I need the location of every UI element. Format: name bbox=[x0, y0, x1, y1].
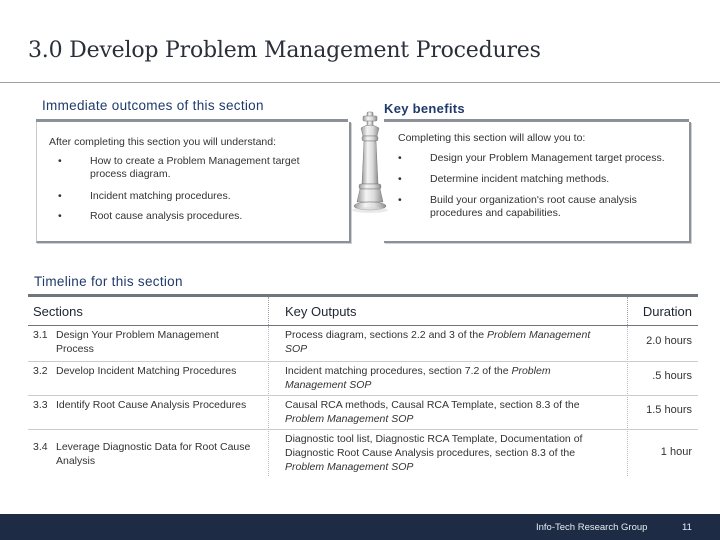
list-item: • Determine incident matching methods. bbox=[398, 173, 610, 185]
benefits-heading: Key benefits bbox=[384, 101, 465, 116]
header-divider bbox=[28, 325, 698, 326]
list-item: • How to create a Problem Management target process diagram. bbox=[58, 155, 300, 180]
duration-cell: 2.0 hours bbox=[646, 335, 692, 347]
outputs-cell: Process diagram, sections 2.2 and 3 of the Problem Management SOP bbox=[285, 329, 591, 355]
table-header bbox=[28, 297, 698, 325]
list-item: • Incident matching procedures. bbox=[58, 190, 231, 202]
column-header-outputs: Key Outputs bbox=[285, 304, 357, 319]
duration-cell: .5 hours bbox=[652, 370, 692, 382]
list-item: • Build your organization's root cause analysis procedures and capabilities. bbox=[398, 194, 637, 219]
benefits-intro: Completing this section will allow you to: bbox=[398, 132, 586, 144]
section-cell: 3.4 Leverage Diagnostic Data for Root Cause Analysis bbox=[33, 441, 251, 467]
section-cell: 3.2 Develop Incident Matching Procedures bbox=[33, 365, 237, 377]
row-divider bbox=[28, 429, 698, 430]
row-divider bbox=[28, 395, 698, 396]
duration-cell: 1.5 hours bbox=[646, 404, 692, 416]
section-cell: 3.3 Identify Root Cause Analysis Procedures bbox=[33, 399, 247, 411]
list-item: • Root cause analysis procedures. bbox=[58, 210, 243, 222]
outcomes-list bbox=[55, 155, 325, 231]
column-header-duration: Duration bbox=[642, 304, 692, 319]
chess-king-icon bbox=[348, 106, 392, 236]
timeline-heading: Timeline for this section bbox=[34, 274, 183, 289]
footer-brand: Info-Tech Research Group bbox=[536, 522, 648, 533]
section-cell: 3.1 Design Your Problem Management Process bbox=[33, 329, 219, 355]
outputs-cell: Diagnostic tool list, Diagnostic RCA Template, Documentation of Diagnostic Root Cause Analysis procedures, section 8.3 of the Problem Management SOP bbox=[285, 433, 583, 473]
title-divider bbox=[0, 82, 720, 83]
page-title: 3.0 Develop Problem Management Procedures bbox=[28, 38, 541, 63]
benefits-list bbox=[395, 152, 673, 228]
column-divider bbox=[268, 297, 269, 325]
outcomes-heading: Immediate outcomes of this section bbox=[42, 98, 264, 113]
duration-cell: 1 hour bbox=[660, 446, 692, 458]
outputs-cell: Incident matching procedures, section 7.2 of the Problem Management SOP bbox=[285, 365, 551, 391]
outcomes-intro: After completing this section you will understand: bbox=[49, 136, 277, 148]
list-item: • Design your Problem Management target process. bbox=[398, 152, 665, 164]
row-divider bbox=[28, 361, 698, 362]
column-divider bbox=[627, 297, 628, 325]
footer-bar bbox=[0, 514, 720, 540]
column-divider bbox=[268, 326, 269, 476]
page-number: 11 bbox=[682, 522, 692, 533]
outputs-cell: Causal RCA methods, Causal RCA Template, section 8.3 of the Problem Management SOP bbox=[285, 399, 580, 425]
column-header-sections: Sections bbox=[33, 304, 83, 319]
